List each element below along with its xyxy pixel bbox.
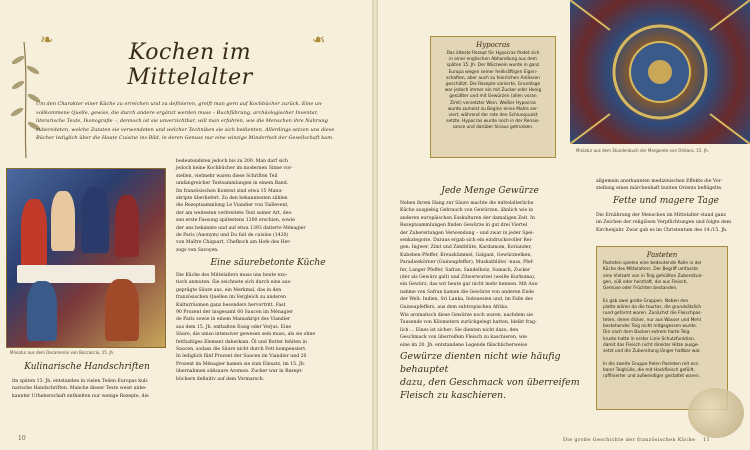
text-line: Tausende von Kilometern zurückgelegt hatten, bleibt frag-	[400, 320, 537, 326]
column-left-bottom	[12, 378, 168, 400]
text-line: raffinierter und aufwendiger gestaltet waren.	[603, 374, 701, 380]
text-line: senkategorie. Daraus ergab sich ein eindrucksvoller Rei-	[400, 238, 533, 244]
quote-line: Gewürze dienten nicht wie häufig behauptet	[400, 351, 561, 375]
text-line: Es gab zwei große Gruppen. Neben den	[603, 298, 689, 304]
text-line: In die zweite Gruppe fielen Pasteten mit ess-	[603, 361, 700, 367]
text-line: fer, Langer Pfeffer, Safran, Sandelholz, Sumach, Zucker	[400, 267, 531, 273]
pull-quote	[400, 350, 582, 402]
text-line: de Paris sowie in einem Manuskript des Viandier	[176, 317, 291, 323]
text-line: büchern definitiv auf dem Vormarsch.	[176, 376, 265, 382]
manuscript-caption: Miniatur aus dem Stundenbuch der Margarete von Orléans, 15. Jh.	[576, 148, 709, 153]
text-line: Geschmack von überreifem Fleisch zu kaschieren, wie	[400, 335, 527, 341]
text-line: Im französischen Kontext sind etwa 15 Manu-	[176, 188, 283, 194]
page-number-right: 11	[703, 437, 710, 443]
text-line: lich ... Eines ist sicher: Sie dienten nicht dazu, den	[400, 327, 519, 333]
page-title: Kochen im Mittelalter	[127, 40, 253, 90]
text-line: fetthaltiges Element daherkam. Öl und Butter fehlten in	[176, 339, 307, 345]
page-number-left: 10	[18, 435, 26, 442]
text-line: anderen europäischen Esskulturen der damaligen Zeit. In	[400, 215, 535, 221]
text-line: schaften, aber auch zu feierlichen Anlässen	[446, 75, 540, 81]
text-line: eine im 20. Jh. entstandene Legende fälschlicherweise	[400, 342, 528, 348]
text-line: sance und darüber hinaus getrunken.	[452, 125, 534, 131]
text-line: gen: Ingwer, Zimt und Zimtblüte, Kardamom, Koriander,	[400, 245, 532, 251]
text-line: Wie aromatisch diese Gewürze noch waren, nachdem sie	[400, 313, 533, 318]
text-line: damit das Fleisch nicht direkter Hitze ausge-	[603, 342, 700, 348]
text-line: Prozent im Ménagier kamen sie zum Einsatz, im 15. Jh.	[176, 361, 306, 367]
text-line: skripte überliefert. Zu den bekanntesten zählen	[176, 196, 288, 202]
text-line: Die Ernährung der Menschen im Mittelalter stand ganz	[596, 213, 726, 218]
text-line: ein Gewürz, das wir heute gar nicht mehr kennen. Mit Aus-	[400, 282, 539, 288]
text-line: von Maître Chiquart, Chefkoch am Hofe des Her-	[176, 240, 292, 246]
intro-line: vollkommene Quelle, gewiss, die durch andere ergänzt werden muss – Buchführung, archäologischer Inventar,	[36, 109, 319, 116]
text-line: Gemüse oder Früchten bestanden.	[603, 286, 678, 292]
pasteten-sidebar-box	[596, 246, 728, 410]
pasteten-text	[597, 259, 727, 383]
hypocras-text	[431, 49, 555, 134]
text-line: in einer englischen Abhandlung aus dem	[449, 57, 537, 63]
text-line: stellung eines märchenhaft bunten Orients beflügelte.	[596, 186, 723, 192]
text-line: Im späten 13. Jh. entstanden in vielen Teilen Europas kuli-	[12, 379, 149, 384]
text-line: Säure, die umso intensiver gewesen sein muss, als sie ohne	[176, 332, 316, 338]
text-line: Die nach dem Backen extrem harte Teig-	[603, 330, 691, 336]
text-line: setzte. Hypocras wurde noch in der Renais-	[446, 119, 540, 125]
text-line: Rezeptsammlungen finden Gewürze in gut drei Viertel	[400, 223, 528, 229]
text-line: Kirchenjahr. Zwar gab es im Christentum des 14./15. Jh.	[596, 227, 728, 233]
miniature-caption: Miniatur aus dem Decameron von Boccaccio, 15. Jh.	[10, 350, 115, 355]
text-line: bestehender Teig nicht mitgegessen wurde.	[603, 323, 698, 329]
text-line: 90 Prozent der insgesamt 60 Saucen im Ménagier	[176, 310, 293, 316]
text-line: gesüßter und mit Gewürzen (allen voran	[449, 94, 537, 100]
text-line: war jedoch immer ein mit Zucker oder Honig	[444, 88, 542, 94]
hypocras-title: Hypocras	[476, 41, 510, 49]
intro-line: Bücher lediglich über die Haute Cuisine ins Bild, in deren Genuss nur eine winzige Minderheit der Gesellschaft kam.	[36, 135, 334, 142]
text-line: Neben ihrem Hang zur Säure machte die mittelalterliche	[400, 201, 534, 206]
quote-line: Fleisch zu kaschieren.	[400, 390, 507, 401]
text-line: sen erste Fassung spätestens 1300 erschien, sowie	[176, 218, 296, 224]
flourish-left-icon: ❧	[40, 30, 54, 49]
text-line: der Zubereitungen Verwendung – und zwar in jeder Spei-	[400, 230, 535, 236]
text-line: viert, während der rote den Schlusspunkt	[448, 113, 538, 119]
text-line: die Rezeptsammlung Le Viandier von Taillevent,	[176, 203, 289, 209]
column-right-top-continuation	[596, 178, 736, 193]
text-line: der uns bekannte und auf etwa 1393 datierte Ménagier	[176, 225, 306, 231]
intro-line: Um den Charakter einer Küche zu erreichen und zu definieren, greift man gern auf Kochbücher zurück. Eine un-	[36, 101, 324, 107]
subhead-acidic-cuisine: Eine säurebetonte Küche	[210, 258, 326, 268]
quote-line: dazu, den Geschmack von überreifem	[400, 377, 580, 388]
text-line: Pasteten spielen eine bedeutende Rolle in der	[603, 261, 702, 266]
pasteten-title: Pasteten	[646, 251, 678, 259]
text-line: In lediglich fünf Prozent der Saucen im Viandier und 20	[176, 354, 307, 360]
text-line: narische Handschriften. Manche dieser Texte weist unbe-	[12, 386, 147, 392]
text-line: aus dem 15. Jh. enthalten Essig oder Verjus. Eine	[176, 324, 292, 330]
text-line: Saucen, sodass die Säure nicht durch Fett kompensiert.	[176, 347, 307, 353]
text-line: de Paris (Anonym) und Du fait de cuisine (1420)	[176, 233, 289, 239]
text-line: Küche ausgiebig Gebrauch von Gewürzen, ähnlich wie in	[400, 208, 534, 214]
text-line: bedeutendsten jedoch bis zu 200. Man darf sich	[176, 159, 288, 164]
subhead-culinary-manuscripts: Kulinarische Handschriften	[24, 362, 150, 372]
text-line: teten, deren dicker, nur aus Wasser und Mehl	[603, 317, 701, 323]
text-line: geschätzt. Die Rezepte variierte, Grundlage	[445, 82, 541, 88]
medieval-banquet-miniature	[6, 168, 166, 348]
column-right-bottom	[176, 272, 360, 383]
text-line: allgemein anerkannten medizinischen Effekte die Vor-	[596, 179, 723, 184]
manuscript-pattern	[570, 0, 750, 144]
text-line: kruste hatte in erster Linie Schutzfunktion,	[603, 336, 696, 342]
text-line: der Welt: Indien, Sri Lanka, Indonesien und, im Falle des	[400, 297, 533, 303]
column-spices	[400, 200, 584, 311]
running-footer	[563, 437, 710, 443]
bowl-illustration	[688, 388, 744, 438]
hypocras-sidebar-box	[430, 36, 556, 158]
column-fat-days	[596, 212, 736, 234]
text-line: geprägte Säure aus, ein Merkmal, das in den	[176, 287, 282, 293]
text-line: Die Küche des Mittelalters muss uns heute exo-	[176, 273, 288, 278]
text-line: setzt und die Zubereitung länger haltbar war.	[603, 349, 701, 355]
text-line: übernahmen süßsaure Aromen. Zucker war in Rezept-	[176, 369, 303, 375]
text-line: französischen Quellen im Vergleich zu anderen	[176, 295, 286, 301]
text-line: platte wären da die tourtes, die grundsätzlich	[603, 305, 702, 311]
subhead-spices: Jede Menge Gewürze	[441, 186, 539, 196]
text-line: Kulturräumen ganz besonders hervortritt. Fast	[176, 302, 286, 308]
column-right-top	[176, 158, 360, 254]
text-line: eine Vielzahl von in Teig gehüllten Zubereitun-	[603, 273, 703, 279]
text-line: tisch anmuten. Sie zeichnete sich durch eine aus-	[176, 280, 292, 286]
text-line: Europa wegen seiner heilkräftigen Eigen-	[448, 69, 538, 75]
text-line: Das älteste Rezept für Hypocras findet sich	[446, 51, 540, 56]
text-line: Guineapfeffers, aus dem subtropischen Afrika.	[400, 304, 509, 310]
left-page	[0, 0, 372, 450]
column-spices-2	[400, 312, 584, 349]
text-line: wurde zumeist zu Beginn eines Mahls ser-	[447, 106, 539, 112]
subhead-fat-lean-days: Fette und magere Tage	[613, 196, 719, 206]
text-line: Kubeben-Pfeffer, Kreuzkümmel, Galgant, Gewürznelken,	[400, 252, 532, 258]
text-line: stellen, vielmehr waren diese Schriften Teil	[176, 173, 278, 179]
flourish-right-icon: ❧	[312, 30, 326, 49]
illuminated-manuscript-image	[570, 0, 750, 144]
text-line: jedoch keine Kochbücher im modernen Sinne vor-	[176, 166, 293, 172]
text-line: barer Teighülle, die mit Hackfleisch gefüllt,	[603, 368, 695, 374]
text-line: kannter Urheberschaft enthielten nur wenige Rezepte, die	[12, 393, 149, 399]
text-line: der am weitesten verbreitete Text seiner Art, des-	[176, 210, 293, 216]
footer-text: Die große Geschichte der französischen Küche	[563, 437, 696, 443]
intro-line: literarische Texte, Ikonografie –, dennoch ist sie unverzichtbar, will man erfahren, wie die Menschen ihre Nahrung	[36, 118, 328, 125]
text-line: umfangreicher Textsammlungen in einem Band.	[176, 181, 289, 187]
intro-line: zubereiteten, welche Zutaten sie verwendeten und welcher Techniken sie sich bedienten. Allerdings setzen uns diese	[36, 126, 335, 133]
text-line: Zimt) versetzter Wein. Weißer Hypocras	[449, 100, 537, 106]
text-line: im Zeichen der religiösen Verpflichtungen und folgte dem	[596, 220, 732, 226]
intro-paragraph	[36, 100, 366, 143]
text-line: gen, süß oder herzhaft, die aus Fleisch,	[603, 279, 688, 285]
text-line: zogs von Savoyen.	[176, 247, 219, 253]
text-line: nahme von Safran kamen die Gewürze von anderen Ende	[400, 289, 535, 295]
text-line: (der als Gewürz galt) und Zitwerwurzel (weiße Kurkuma),	[400, 275, 536, 281]
text-line: Paradieskörner (Guineapfeffer), Muskatblüte/ -nuss, Pfef-	[400, 260, 534, 266]
text-line: späten 15. Jh. Der Würzwein wurde in ganz	[446, 63, 540, 69]
text-line: Küche des Mittelalters. Der Begriff umfasste	[603, 267, 698, 273]
text-line: rund geformt waren. Zunächst die Fleischpas-	[603, 311, 702, 317]
